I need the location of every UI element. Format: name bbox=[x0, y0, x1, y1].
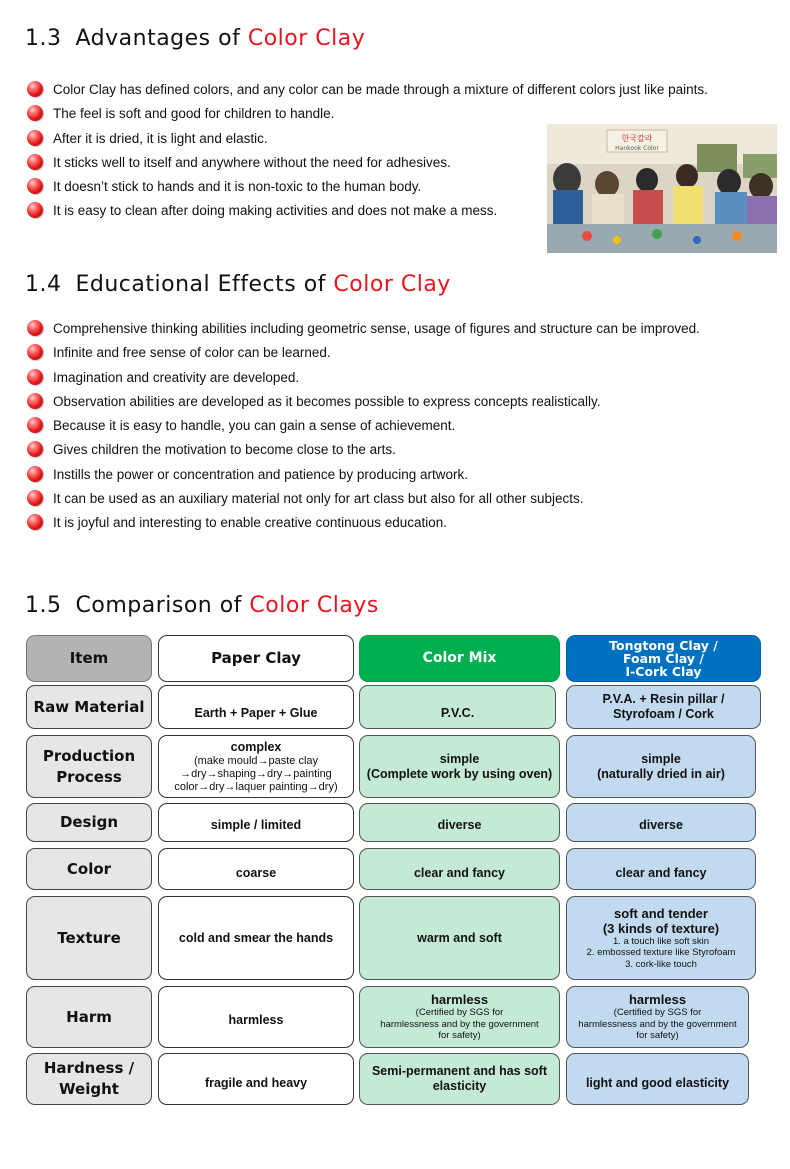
row-label-production-process: Production Process bbox=[26, 735, 152, 798]
row-label-harm: Harm bbox=[26, 986, 152, 1048]
list-item: Instills the power or concentration and patience by producing artwork. bbox=[27, 465, 700, 489]
cell-paper-hardness-weight: fragile and heavy bbox=[158, 1053, 354, 1105]
effects-list bbox=[27, 319, 700, 538]
list-item: Infinite and free sense of color can be learned. bbox=[27, 343, 700, 367]
photo-sign-text: 한국칼라 bbox=[621, 134, 653, 143]
classroom-photo-illustration bbox=[547, 124, 777, 253]
cell-tongtong-hardness-weight: light and good elasticity bbox=[566, 1053, 749, 1105]
photo-sign-subtext: Hankook Color bbox=[615, 145, 659, 152]
header-color-mix: Color Mix bbox=[359, 635, 560, 682]
bullet-icon bbox=[27, 202, 43, 218]
bullet-icon bbox=[27, 514, 43, 530]
cell-tongtong-texture: soft and tender (3 kinds of texture) 1. a touch like soft skin 2. embossed texture like Styrofoam 3. cork-like touch bbox=[566, 896, 756, 980]
cell-colormix-raw-material: P.V.C. bbox=[359, 685, 556, 729]
cell-tongtong-raw-material: P.V.A. + Resin pillar / Styrofoam / Cork bbox=[566, 685, 761, 729]
cell-tongtong-production-process: simple (naturally dried in air) bbox=[566, 735, 756, 798]
cell-colormix-hardness-weight: Semi-permanent and has soft elasticity bbox=[359, 1053, 560, 1105]
bullet-icon bbox=[27, 130, 43, 146]
list-item: It is easy to clean after doing making activities and does not make a mess. bbox=[27, 201, 708, 225]
bullet-icon bbox=[27, 417, 43, 433]
row-label-design: Design bbox=[26, 803, 152, 842]
bullet-icon bbox=[27, 320, 43, 336]
bullet-icon bbox=[27, 81, 43, 97]
list-item: It sticks well to itself and anywhere without the need for adhesives. bbox=[27, 153, 708, 177]
header-tongtong-clay: Tongtong Clay / Foam Clay / I-Cork Clay bbox=[566, 635, 761, 682]
row-label-hardness-weight: Hardness / Weight bbox=[26, 1053, 152, 1105]
bullet-icon bbox=[27, 490, 43, 506]
bullet-icon bbox=[27, 154, 43, 170]
list-item: Imagination and creativity are developed. bbox=[27, 368, 700, 392]
section-title-comparison: 1.5 Comparison of Color Clays bbox=[25, 593, 379, 618]
list-item: It is joyful and interesting to enable creative continuous education. bbox=[27, 513, 700, 537]
header-paper-clay: Paper Clay bbox=[158, 635, 354, 682]
cell-tongtong-color: clear and fancy bbox=[566, 848, 756, 890]
cell-colormix-production-process: simple (Complete work by using oven) bbox=[359, 735, 560, 798]
cell-tongtong-design: diverse bbox=[566, 803, 756, 842]
bullet-icon bbox=[27, 105, 43, 121]
classroom-photo bbox=[547, 124, 777, 253]
cell-paper-production-process: complex (make mould→paste clay →dry→shaping→dry→painting color→dry→laquer painting→dry) bbox=[158, 735, 354, 798]
bullet-icon bbox=[27, 369, 43, 385]
bullet-icon bbox=[27, 466, 43, 482]
cell-paper-design: simple / limited bbox=[158, 803, 354, 842]
list-item: Comprehensive thinking abilities including geometric sense, usage of figures and structure can be improved. bbox=[27, 319, 700, 343]
list-item: The feel is soft and good for children to handle. bbox=[27, 104, 708, 128]
bullet-icon bbox=[27, 393, 43, 409]
cell-paper-harm: harmless bbox=[158, 986, 354, 1048]
list-item: Color Clay has defined colors, and any color can be made through a mixture of different colors just like paints. bbox=[27, 80, 708, 104]
list-item: It doesn’t stick to hands and it is non-toxic to the human body. bbox=[27, 177, 708, 201]
bullet-icon bbox=[27, 441, 43, 457]
section-title-educational-effects: 1.4 Educational Effects of Color Clay bbox=[25, 272, 451, 297]
row-label-raw-material: Raw Material bbox=[26, 685, 152, 729]
list-item: After it is dried, it is light and elastic. bbox=[27, 129, 708, 153]
cell-paper-color: coarse bbox=[158, 848, 354, 890]
cell-tongtong-harm: harmless (Certified by SGS for harmlessness and by the government for safety) bbox=[566, 986, 749, 1048]
section-title-advantages: 1.3 Advantages of Color Clay bbox=[25, 26, 366, 51]
row-label-color: Color bbox=[26, 848, 152, 890]
cell-colormix-harm: harmless (Certified by SGS for harmlessness and by the government for safety) bbox=[359, 986, 560, 1048]
list-item: Observation abilities are developed as it becomes possible to express concepts realistically. bbox=[27, 392, 700, 416]
list-item: It can be used as an auxiliary material not only for art class but also for all other subjects. bbox=[27, 489, 700, 513]
cell-paper-texture: cold and smear the hands bbox=[158, 896, 354, 980]
cell-colormix-texture: warm and soft bbox=[359, 896, 560, 980]
cell-colormix-color: clear and fancy bbox=[359, 848, 560, 890]
cell-colormix-design: diverse bbox=[359, 803, 560, 842]
row-label-texture: Texture bbox=[26, 896, 152, 980]
header-item: Item bbox=[26, 635, 152, 682]
cell-paper-raw-material: Earth + Paper + Glue bbox=[158, 685, 354, 729]
list-item: Because it is easy to handle, you can gain a sense of achievement. bbox=[27, 416, 700, 440]
bullet-icon bbox=[27, 178, 43, 194]
list-item: Gives children the motivation to become close to the arts. bbox=[27, 440, 700, 464]
bullet-icon bbox=[27, 344, 43, 360]
